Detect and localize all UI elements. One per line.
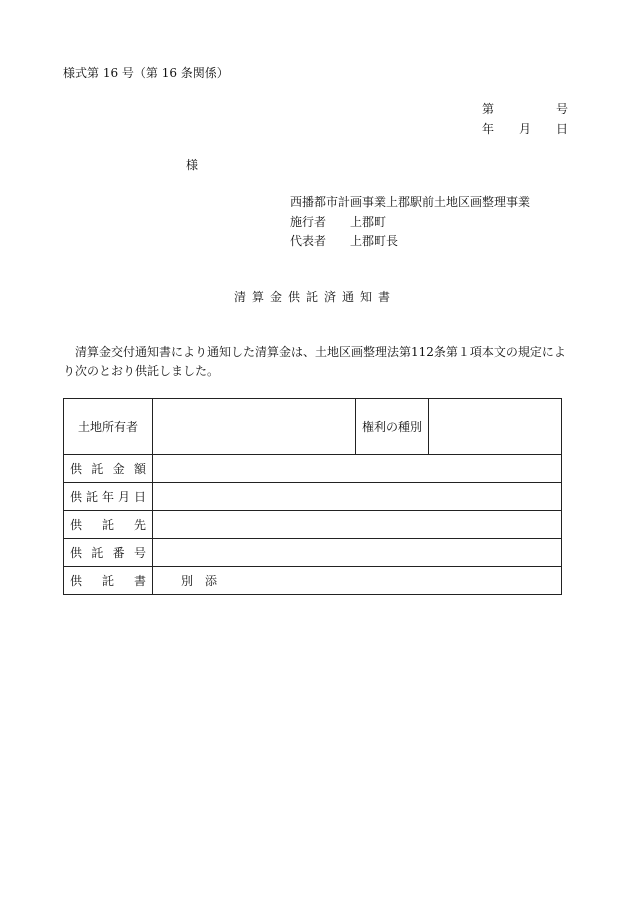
- label-char: 託: [91, 546, 104, 560]
- date-month: 月: [519, 122, 532, 136]
- owner-row: [64, 399, 562, 455]
- table-row: [64, 483, 562, 511]
- executor-name: 上郡町: [350, 215, 387, 229]
- label-char: 金: [112, 462, 125, 476]
- representative-label: 代表者: [290, 234, 327, 248]
- deposit-office-field[interactable]: [153, 511, 562, 539]
- form-number: 様式第 16 号（第 16 条関係）: [63, 66, 229, 80]
- number-prefix: 第: [482, 102, 495, 116]
- document-title: 清算金供託済通知書: [233, 290, 396, 304]
- deposit-amount-field[interactable]: [153, 455, 562, 483]
- table-row: [64, 567, 562, 595]
- sender-executor: [290, 214, 386, 230]
- date-year: 年: [482, 122, 495, 136]
- deposit-amount-label: [64, 455, 153, 483]
- deposit-office-label: [64, 511, 153, 539]
- label-char: 託: [101, 574, 114, 588]
- owner-value-field[interactable]: [153, 399, 356, 455]
- owner-label: 土地所有者: [64, 399, 153, 455]
- label-char: 額: [133, 462, 146, 476]
- label-char: 託: [85, 490, 98, 504]
- deposit-document-label: [64, 567, 153, 595]
- sender-project: 西播都市計画事業上郡駅前土地区画整理事業: [290, 195, 531, 209]
- label-char: 供: [70, 546, 83, 560]
- label-char: 供: [70, 574, 83, 588]
- body-text: 清算金交付通知書により通知した清算金は、土地区画整理法第112条第１項本文の規定により次のとおり供託しました。: [63, 345, 566, 378]
- representative-name: 上郡町長: [350, 234, 399, 248]
- deposit-number-field[interactable]: [153, 539, 562, 567]
- deposit-date-field[interactable]: [153, 483, 562, 511]
- date-day: 日: [555, 122, 568, 136]
- deposit-document-field[interactable]: 別 添: [153, 567, 562, 595]
- rights-type-value-field[interactable]: [429, 399, 562, 455]
- label-char: 先: [133, 518, 146, 532]
- label-char: 番: [112, 546, 125, 560]
- table-row: [64, 455, 562, 483]
- table-row: [64, 511, 562, 539]
- deposit-date-label: [64, 483, 153, 511]
- label-char: 託: [91, 462, 104, 476]
- number-suffix: 号: [555, 102, 568, 116]
- label-char: 書: [133, 574, 146, 588]
- label-char: 月: [117, 490, 130, 504]
- label-char: 号: [133, 546, 146, 560]
- info-table: [63, 398, 562, 595]
- addressee: 様: [186, 158, 199, 172]
- label-char: 供: [70, 518, 83, 532]
- executor-label: 施行者: [290, 215, 327, 229]
- rights-type-label: 権利の種別: [356, 399, 429, 455]
- label-char: 託: [101, 518, 114, 532]
- label-char: 年: [101, 490, 114, 504]
- label-char: 供: [70, 490, 83, 504]
- deposit-number-label: [64, 539, 153, 567]
- sender-representative: [290, 233, 398, 249]
- label-char: 日: [133, 490, 146, 504]
- table-row: [64, 539, 562, 567]
- label-char: 供: [70, 462, 83, 476]
